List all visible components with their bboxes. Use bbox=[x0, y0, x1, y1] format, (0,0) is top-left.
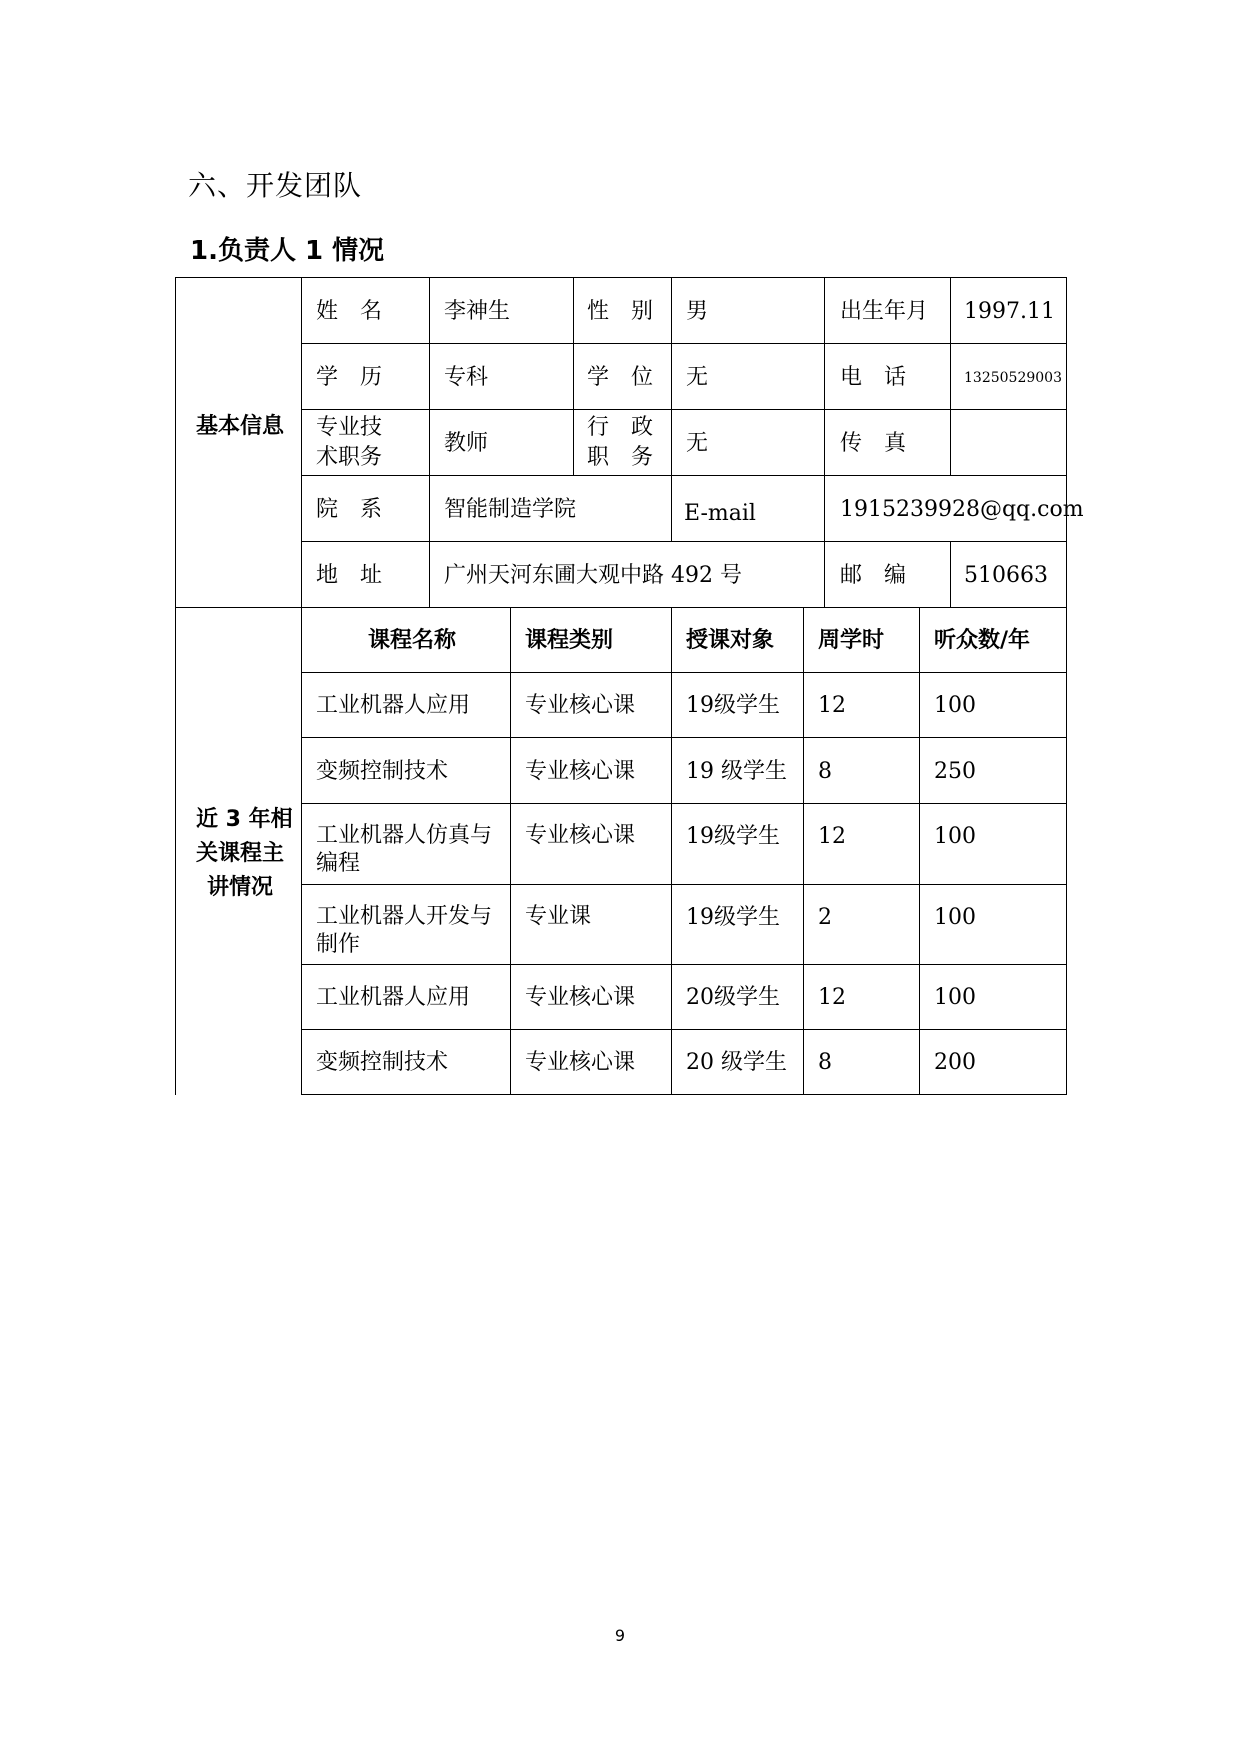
admin-label-line2: 职 务 bbox=[587, 445, 654, 470]
admin-label-line1: 行 政 bbox=[587, 415, 654, 440]
course-type: 专业核心课 bbox=[525, 985, 636, 1010]
title-value: 教师 bbox=[444, 431, 489, 456]
email-value: 1915239928@qq.com bbox=[840, 497, 1084, 522]
course-name: 变频控制技术 bbox=[316, 1050, 449, 1075]
course-audience: 19级学生 bbox=[686, 824, 780, 849]
col-header-course-type: 课程类别 bbox=[525, 628, 614, 653]
email-label: E-mail bbox=[684, 501, 756, 526]
course-name: 变频控制技术 bbox=[316, 759, 449, 784]
course-type: 专业核心课 bbox=[525, 693, 636, 718]
basic-info-label: 基本信息 bbox=[196, 414, 285, 439]
courses-label-line1: 近 3 年相 bbox=[196, 807, 293, 832]
course-weekly-hours: 8 bbox=[818, 759, 832, 784]
course-type: 专业课 bbox=[525, 904, 592, 929]
department-label: 院 系 bbox=[316, 497, 383, 522]
birth-value: 1997.11 bbox=[964, 299, 1055, 324]
course-weekly-hours: 8 bbox=[818, 1050, 832, 1075]
courses-label-line2: 关课程主 bbox=[196, 841, 285, 866]
course-audience: 20级学生 bbox=[686, 985, 780, 1010]
section-title: 六、开发团队 bbox=[188, 169, 363, 202]
title-label-line1: 专业技 bbox=[316, 415, 383, 440]
phone-label: 电 话 bbox=[840, 365, 907, 390]
course-audience: 20 级学生 bbox=[686, 1050, 787, 1075]
course-type: 专业核心课 bbox=[525, 759, 636, 784]
course-name: 工业机器人应用 bbox=[316, 693, 471, 718]
phone-value: 13250529003 bbox=[964, 370, 1062, 386]
birth-label: 出生年月 bbox=[840, 299, 929, 324]
education-value: 专科 bbox=[444, 365, 489, 390]
page-number: 9 bbox=[614, 1626, 626, 1645]
address-value: 广州天河东圃大观中路 492 号 bbox=[444, 563, 742, 588]
course-weekly-hours: 2 bbox=[818, 905, 832, 930]
course-name: 工业机器人开发与制作 bbox=[316, 904, 493, 957]
col-header-weekly-hours: 周学时 bbox=[818, 628, 885, 653]
course-weekly-hours: 12 bbox=[818, 824, 846, 849]
col-header-course-name: 课程名称 bbox=[368, 628, 457, 653]
course-audience-count: 100 bbox=[934, 824, 976, 849]
course-audience: 19级学生 bbox=[686, 905, 780, 930]
course-audience-count: 100 bbox=[934, 905, 976, 930]
course-audience-count: 200 bbox=[934, 1050, 976, 1075]
gender-value: 男 bbox=[686, 299, 709, 324]
col-header-audience-per-year: 听众数/年 bbox=[934, 628, 1031, 653]
gender-label: 性 别 bbox=[587, 299, 654, 324]
courses-label-line3: 讲情况 bbox=[207, 875, 274, 900]
degree-value: 无 bbox=[686, 365, 709, 390]
title-label-line2: 术职务 bbox=[316, 445, 383, 470]
course-name: 工业机器人应用 bbox=[316, 985, 471, 1010]
degree-label: 学 位 bbox=[587, 365, 654, 390]
department-value: 智能制造学院 bbox=[444, 497, 577, 522]
name-label: 姓 名 bbox=[316, 299, 383, 324]
address-label: 地 址 bbox=[316, 563, 383, 588]
admin-value: 无 bbox=[686, 431, 709, 456]
course-audience: 19级学生 bbox=[686, 693, 780, 718]
course-audience: 19 级学生 bbox=[686, 759, 787, 784]
course-audience-count: 100 bbox=[934, 985, 976, 1010]
col-header-audience: 授课对象 bbox=[686, 628, 775, 653]
zipcode-value: 510663 bbox=[964, 563, 1048, 588]
course-audience-count: 250 bbox=[934, 759, 976, 784]
course-weekly-hours: 12 bbox=[818, 693, 846, 718]
education-label: 学 历 bbox=[316, 365, 383, 390]
course-audience-count: 100 bbox=[934, 693, 976, 718]
subsection-title: 1.负责人 1 情况 bbox=[190, 236, 385, 266]
zipcode-label: 邮 编 bbox=[840, 563, 907, 588]
course-type: 专业核心课 bbox=[525, 1050, 636, 1075]
course-name: 工业机器人仿真与编程 bbox=[316, 823, 493, 876]
course-weekly-hours: 12 bbox=[818, 985, 846, 1010]
fax-label: 传 真 bbox=[840, 431, 907, 456]
course-type: 专业核心课 bbox=[525, 823, 636, 848]
name-value: 李神生 bbox=[444, 299, 511, 324]
